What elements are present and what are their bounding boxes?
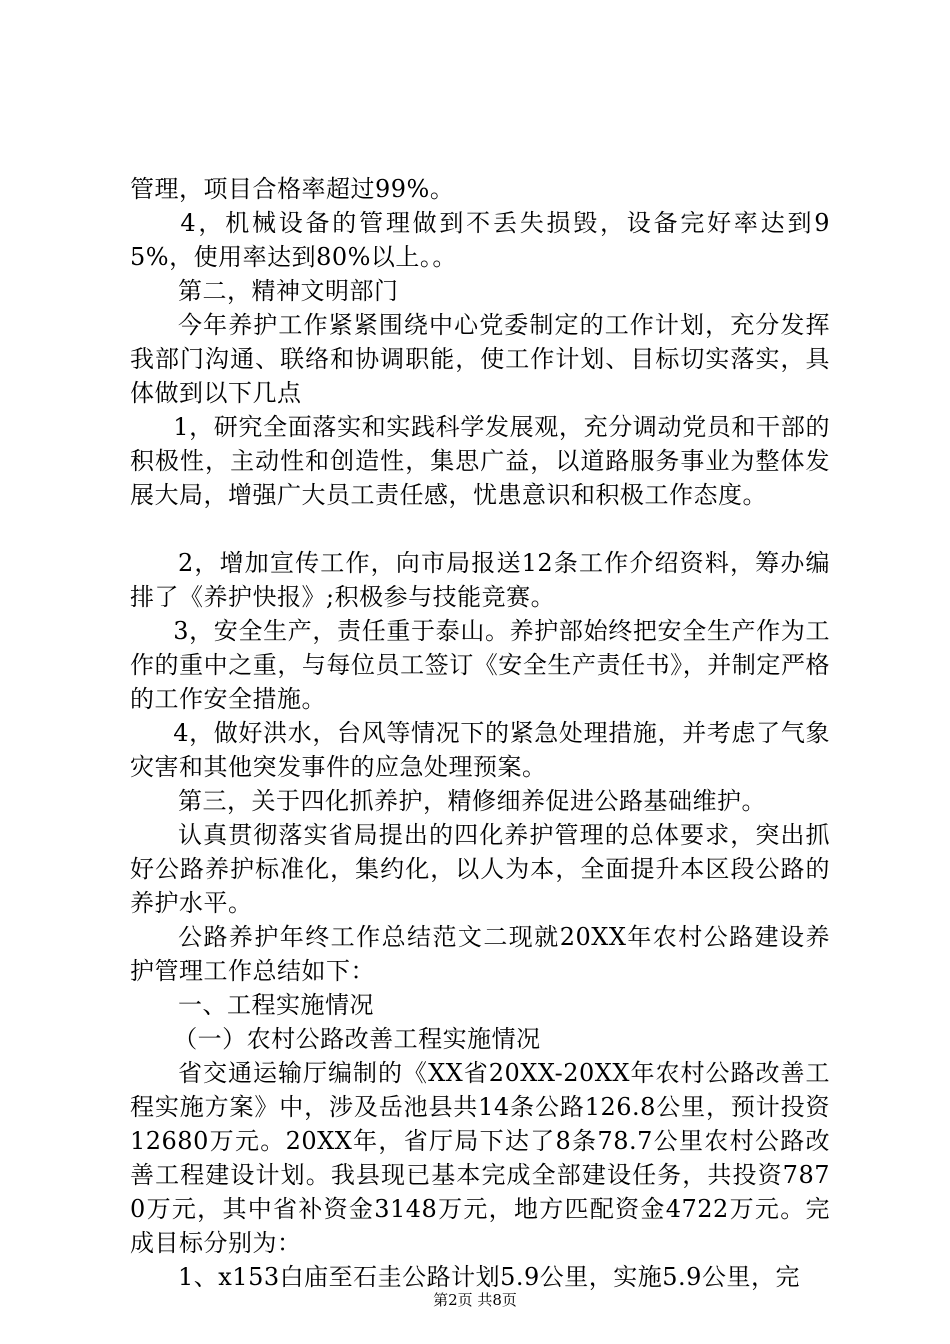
paragraph: 公路养护年终工作总结范文二现就20XX年农村公路建设养护管理工作总结如下：	[130, 923, 830, 985]
paragraph: 4，机械设备的管理做到不丢失损毁，设备完好率达到95%，使用率达到80%以上。。	[130, 209, 830, 271]
paragraph: 第三，关于四化抓养护，精修细养促进公路基础维护。	[178, 787, 766, 815]
paragraph: 今年养护工作紧紧围绕中心党委制定的工作计划，充分发挥我部门沟通、联络和协调职能，使工作计划、目标切实落实，具体做到以下几点	[130, 311, 830, 407]
paragraph: 4，做好洪水，台风等情况下的紧急处理措施，并考虑了气象灾害和其他突发事件的应急处理预案。	[130, 719, 830, 781]
paragraph: 认真贯彻落实省局提出的四化养护管理的总体要求，突出抓好公路养护标准化，集约化，以人为本，全面提升本区段公路的养护水平。	[130, 821, 830, 917]
document-body	[130, 172, 830, 1294]
paragraph: 管理，项目合格率超过99%。	[130, 175, 455, 203]
blank-line	[130, 512, 830, 546]
paragraph: 第二，精神文明部门	[178, 277, 399, 305]
paragraph: 1、x153白庙至石圭公路计划5.9公里，实施5.9公里，完	[178, 1263, 800, 1291]
paragraph: 1，研究全面落实和实践科学发展观，充分调动党员和干部的积极性，主动性和创造性，集思广益，以道路服务事业为整体发展大局，增强广大员工责任感，忧患意识和积极工作态度。	[130, 413, 830, 509]
paragraph: 一、工程实施情况	[178, 991, 374, 1019]
page-footer: 第2页 共8页	[433, 1291, 517, 1309]
paragraph: 省交通运输厅编制的《XX省20XX-20XX年农村公路改善工程实施方案》中，涉及岳池县共14条公路126.8公里，预计投资12680万元。20XX年，省厅局下达了8条78.7公里农村公路改善工程建设计划。我县现已基本完成全部建设任务，共投资7870万元，其中省补资金3148万元，地方匹配资金4722万元。完成目标分别为：	[130, 1059, 830, 1257]
paragraph: 3，安全生产，责任重于泰山。养护部始终把安全生产作为工作的重中之重，与每位员工签订《安全生产责任书》，并制定严格的工作安全措施。	[130, 617, 830, 713]
paragraph: （一）农村公路改善工程实施情况	[173, 1025, 541, 1053]
paragraph: 2，增加宣传工作，向市局报送12条工作介绍资料，筹办编排了《养护快报》;积极参与技能竞赛。	[130, 549, 830, 611]
